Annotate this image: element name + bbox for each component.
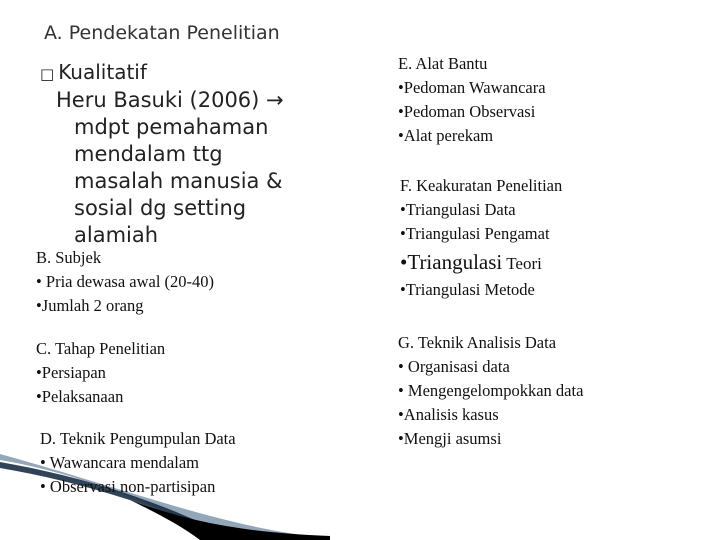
keakuratan-item-2: •Triangulasi Pengamat — [400, 224, 550, 243]
kualitatif-line — [40, 60, 147, 84]
analisis-item-2: • Mengengelompokkan data — [398, 381, 584, 400]
alat-item-3: •Alat perekam — [398, 126, 494, 145]
teori-big-text: •Triangulasi — [400, 250, 503, 274]
teknik-pengumpulan-heading: D. Teknik Pengumpulan Data — [40, 429, 236, 448]
keakuratan-heading: F. Keakuratan Penelitian — [400, 176, 563, 195]
tahap-item-2: •Pelaksanaan — [36, 387, 124, 406]
analisis-section — [398, 331, 583, 451]
heru-line-5: sosial dg setting — [74, 196, 247, 220]
alat-section — [398, 52, 546, 148]
tahap-section — [36, 337, 165, 409]
alat-heading: E. Alat Bantu — [398, 54, 488, 73]
heru-line-1: Heru Basuki (2006) — [56, 88, 260, 112]
subjek-section — [36, 246, 214, 318]
keakuratan-item-metode: •Triangulasi Metode — [400, 280, 535, 299]
tahap-heading: C. Tahap Penelitian — [36, 339, 166, 358]
right-arrow-icon: → — [266, 88, 284, 112]
subjek-item-2: •Jumlah 2 orang — [36, 296, 144, 315]
heru-line-6: alamiah — [74, 223, 159, 247]
heru-line-2: mdpt pemahaman — [74, 115, 269, 139]
kualitatif-label: Kualitatif — [58, 60, 147, 84]
analisis-item-3: •Analisis kasus — [398, 405, 499, 424]
keakuratan-section — [400, 174, 562, 302]
keakuratan-item-1: •Triangulasi Data — [400, 200, 516, 219]
alat-item-1: •Pedoman Wawancara — [398, 78, 546, 97]
kualitatif-description — [56, 87, 284, 249]
tahap-item-1: •Persiapan — [36, 363, 106, 382]
subjek-item-1: • Pria dewasa awal (20-40) — [36, 272, 215, 291]
teknik-pengumpulan-section — [40, 427, 236, 499]
keakuratan-item-teori — [400, 248, 562, 278]
subjek-heading: B. Subjek — [36, 248, 102, 267]
teknik-pengumpulan-item-1: • Wawancara mendalam — [40, 453, 199, 472]
square-bullet-icon: □ — [40, 65, 55, 83]
teknik-pengumpulan-item-2: • Observasi non-partisipan — [40, 477, 216, 496]
analisis-item-1: • Organisasi data — [398, 357, 510, 376]
section-title: A. Pendekatan Penelitian — [44, 22, 280, 44]
teori-small-text: Teori — [502, 254, 542, 273]
heru-line-3: mendalam ttg — [74, 142, 223, 166]
heru-line-4: masalah manusia & — [74, 169, 283, 193]
analisis-item-4: •Mengji asumsi — [398, 429, 502, 448]
alat-item-2: •Pedoman Observasi — [398, 102, 536, 121]
analisis-heading: G. Teknik Analisis Data — [398, 333, 557, 352]
